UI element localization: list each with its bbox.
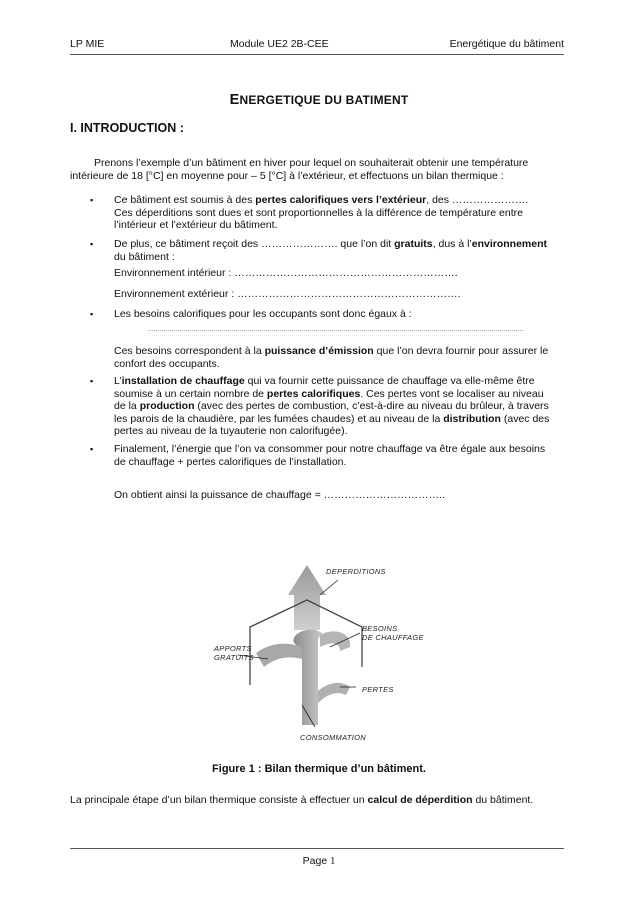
emission-paragraph: Ces besoins correspondent à la puissance d’émission que l’on devra fournir pour assurer le confort des occupants. [114, 345, 549, 370]
bullet-item: ▪ Ce bâtiment est soumis à des pertes calorifiques vers l’extérieur, des …………………. Ces déperditions sont dues et sont proportionnelles à la différence de température entre l’intérieur et l’extérieur du bâtiment. [90, 194, 529, 231]
section-heading: I. INTRODUCTION : [70, 121, 184, 135]
bullet-icon: ▪ [90, 195, 94, 205]
figure-caption: Figure 1 : Bilan thermique d’un bâtiment. [212, 763, 426, 775]
label-consommation: CONSOMMATION [300, 733, 366, 742]
label-pertes: PERTES [362, 685, 394, 694]
bullet-item: ▪ Finalement, l’énergie que l’on va consommer pour notre chauffage va être égale aux besoins de chauffage + pertes calorifiques de l’installation. [90, 443, 546, 468]
label-apports: APPORTS GRATUITS [214, 644, 254, 662]
bullet-item: ▪ Les besoins calorifiques pour les occupants sont donc égaux à : [90, 308, 412, 320]
bullet-item: ▪ De plus, ce bâtiment reçoit des …………………. que l’on dit gratuits, dus à l’environnement du bâtiment : [90, 238, 548, 263]
env-interior-line: Environnement intérieur : ………………………………………………………. [114, 267, 458, 279]
bullet-icon: ▪ [90, 376, 94, 386]
closing-paragraph: La principale étape d’un bilan thermique consiste à effectuer un calcul de déperdition du bâtiment. [70, 794, 534, 806]
result-line: On obtient ainsi la puissance de chauffage = …………………………….. [114, 489, 445, 501]
page-header [70, 38, 564, 55]
header-left: LP MIE [70, 38, 105, 50]
besoins-arrow [320, 631, 350, 651]
page-number: Page 1 [302, 855, 336, 867]
header-right: Energétique du bâtiment [449, 38, 564, 50]
footer-rule [70, 848, 564, 849]
thermal-balance-diagram [190, 555, 450, 755]
apports-arrow [256, 644, 302, 667]
label-besoins: BESOINS DE CHAUFFAGE [362, 624, 424, 642]
page-title: ENERGETIQUE DU BATIMENT [229, 92, 409, 108]
bullet-icon: ▪ [90, 444, 94, 454]
energy-flow [293, 630, 322, 725]
bullet-icon: ▪ [90, 309, 94, 319]
bullet-item: ▪ L’installation de chauffage qui va fournir cette puissance de chauffage va elle-même être soumise à un certain nombre de pertes calorifiques. Ces pertes vont se localiser au niveau de la production (avec des pertes de combustion, c’est-à-dire au niveau du brûleur, à travers les parois de la chaudière, par les fumées chaudes) et au niveau de la distribution (avec des pertes au niveau de la tuyauterie non calorifugée). [90, 375, 550, 437]
bullet-icon: ▪ [90, 239, 94, 249]
pertes-arrow [318, 683, 350, 703]
deperditions-arrow [288, 565, 326, 630]
fill-in-line [148, 330, 523, 331]
intro-paragraph: Prenons l’exemple d’un bâtiment en hiver pour lequel on souhaiterait obtenir une température intérieure de 18 [°C] en moyenne pour – 5 [°C] à l’extérieur, et effectuons un bilan thermique : [70, 157, 529, 182]
label-deperditions: DEPERDITIONS [326, 567, 386, 576]
header-center: Module UE2 2B-CEE [230, 38, 329, 50]
env-exterior-line: Environnement extérieur : ………………………………………………………. [114, 288, 461, 300]
